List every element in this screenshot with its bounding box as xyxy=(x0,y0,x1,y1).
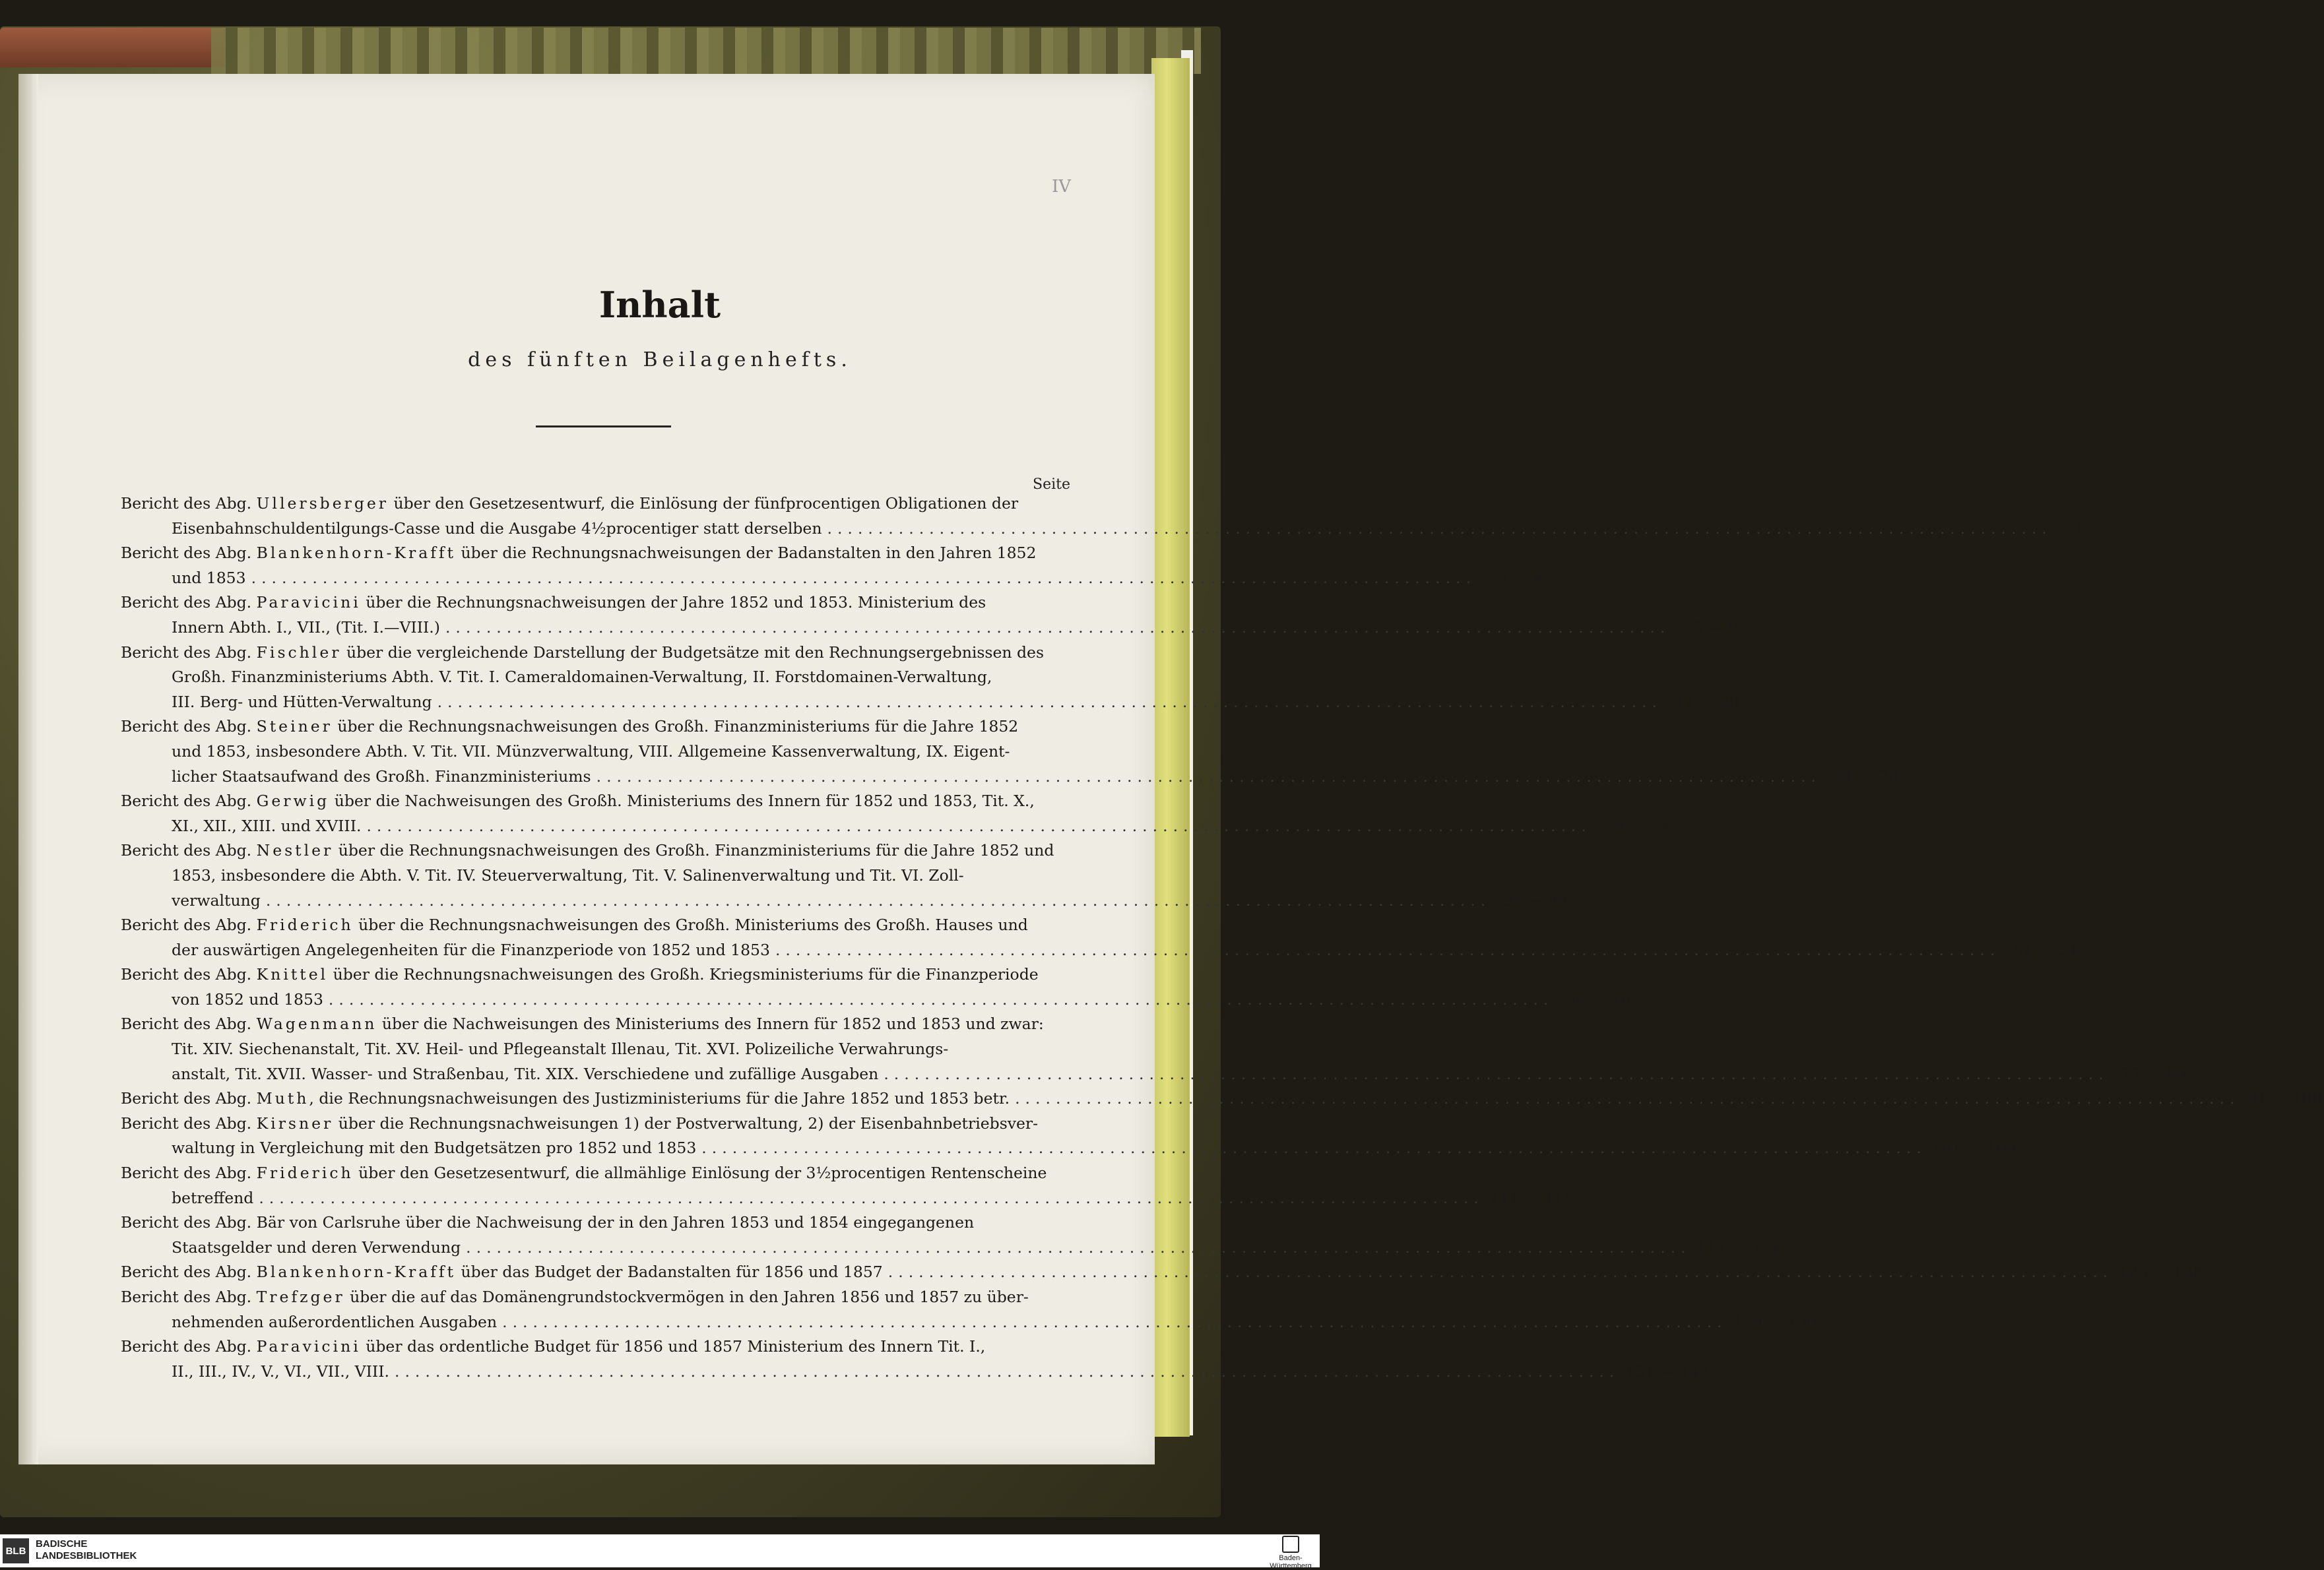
toc-text-fragment: Bericht des Abg. xyxy=(121,494,257,513)
toc-text-fragment: über die Rechnungsnachweisungen 1) der Postverwaltung, 2) der Eisenbahnbetriebsver- xyxy=(333,1114,1039,1133)
page-range[interactable]: 1 — 2 xyxy=(2074,518,2120,538)
library-name-line1: BADISCHE xyxy=(36,1538,88,1550)
toc-line xyxy=(121,517,2120,542)
toc-line-text xyxy=(172,1236,461,1261)
toc-text-fragment: betreffend xyxy=(172,1188,254,1207)
toc-line-text xyxy=(172,765,591,790)
toc-text-fragment: II., III., IV., V., VI., VII., VIII. xyxy=(172,1362,389,1381)
toc-line-text xyxy=(121,913,1071,938)
page-range[interactable]: 51 — 54 xyxy=(2013,940,2078,959)
toc-line xyxy=(121,1112,1071,1137)
toc-line-text xyxy=(172,1136,696,1161)
dot-leader: ........................................................................................................................ xyxy=(328,989,1554,1009)
toc-line-text xyxy=(121,641,1071,666)
toc-entry xyxy=(121,838,1568,913)
toc-line-text xyxy=(121,491,1071,517)
toc-line xyxy=(121,1260,2203,1285)
toc-line xyxy=(121,1161,1071,1186)
author-name: Nestler xyxy=(256,841,334,860)
toc-text-fragment: der auswärtigen Angelegenheiten für die Finanzperiode von 1852 und 1853 xyxy=(172,940,770,959)
toc-line-text xyxy=(172,566,246,591)
page-range[interactable]: 11 — 20 xyxy=(1674,692,1740,711)
toc-entry xyxy=(121,714,1899,789)
toc-line-text xyxy=(172,739,1071,765)
dot-leader: ........................................................................................................................ xyxy=(437,692,1662,711)
toc-text-fragment: Bericht des Abg. xyxy=(121,1337,257,1356)
toc-entry xyxy=(121,641,1740,715)
toc-text-fragment: Bericht des Abg. xyxy=(121,1089,257,1108)
toc-entry xyxy=(121,541,1544,590)
toc-line xyxy=(121,690,1740,715)
toc-entry xyxy=(121,590,1738,640)
page-range[interactable]: 125 — 128 xyxy=(2118,1263,2203,1282)
toc-line-text xyxy=(121,1112,1071,1137)
toc-line-text xyxy=(121,1210,1071,1236)
toc-line xyxy=(121,1285,1071,1310)
toc-text-fragment: über die Rechnungsnachweisungen der Badanstalten in den Jahren 1852 xyxy=(456,544,1037,563)
author-name: Paravicini xyxy=(256,593,361,612)
toc-line-text xyxy=(121,1285,1071,1310)
blb-logo[interactable]: BLB xyxy=(3,1538,29,1563)
toc-line xyxy=(121,765,1899,790)
dot-leader: ........................................................................................................................ xyxy=(827,518,2052,538)
dot-leader: ........................................................................................................................ xyxy=(1015,1089,2240,1108)
toc-text-fragment: verwaltung xyxy=(172,891,261,910)
toc-text-fragment: über die Rechnungsnachweisungen des Großh. Finanzministeriums für die Jahre 1852 und xyxy=(333,841,1054,860)
toc-text-fragment: waltung in Vergleichung mit den Budgetsätzen pro 1852 und 1853 xyxy=(172,1139,697,1158)
toc-entry xyxy=(121,962,1631,1012)
toc-line-text xyxy=(172,1310,497,1335)
table-of-contents xyxy=(121,491,2323,1384)
toc-text-fragment: Bericht des Abg. xyxy=(121,1263,257,1282)
toc-text-fragment: über die auf das Domänengrundstockvermögen in den Jahren 1856 und 1857 zu über- xyxy=(344,1288,1029,1306)
toc-text-fragment: Tit. XIV. Siechenanstalt, Tit. XV. Heil- und Pflegeanstalt Illenau, Tit. XVI. Polizeiliche Verwahrungs- xyxy=(172,1040,949,1059)
dot-leader: ........................................................................................................................ xyxy=(596,767,1822,786)
toc-line xyxy=(121,913,1071,938)
toc-text-fragment: über die Rechnungsnachweisungen des Großh. Kriegsministeriums für die Finanzperiode xyxy=(328,965,1039,984)
toc-entry xyxy=(121,1112,2017,1161)
toc-text-fragment: Bericht des Abg. xyxy=(121,965,257,984)
author-name: Trefzger xyxy=(256,1288,345,1306)
page-range[interactable]: 55 — 76 xyxy=(1566,989,1631,1009)
toc-text-fragment: , die Rechnungsnachweisungen des Justizministeriums für die Jahre 1852 und 1853 betr. xyxy=(309,1089,1010,1108)
spine-tab xyxy=(0,28,224,67)
toc-line-text xyxy=(172,665,1071,690)
author-name: Blankenhorn-Krafft xyxy=(256,1263,457,1282)
author-name: Friderich xyxy=(256,1164,354,1183)
toc-text-fragment: über den Gesetzesentwurf, die Einlösung der fünfprocentigen Obligationen der xyxy=(389,494,1019,513)
toc-line xyxy=(121,1136,2017,1161)
page-range[interactable]: 101 — 109 xyxy=(1931,1139,2017,1158)
toc-text-fragment: Großh. Finanzministeriums Abth. V. Tit. I. Cameraldomainen-Verwaltung, II. Forstdomainen-Verwaltung, xyxy=(172,668,992,687)
author-name: Friderich xyxy=(256,916,354,935)
toc-text-fragment: über das Budget der Badanstalten für 1856 und 1857 xyxy=(456,1263,883,1282)
toc-text-fragment: über die Nachweisungen des Großh. Ministeriums des Innern für 1852 und 1853, Tit. X., xyxy=(329,792,1035,811)
page-block-top xyxy=(211,28,1201,74)
dot-leader: ........................................................................................................................ xyxy=(466,1238,1691,1257)
page-range[interactable]: 117 — 124 xyxy=(1696,1238,1781,1257)
author-name: Ullersberger xyxy=(256,494,389,513)
toc-text-fragment: licher Staatsaufwand des Großh. Finanzministeriums xyxy=(172,767,591,786)
toc-text-fragment: über die Nachweisungen des Ministeriums des Innern für 1852 und 1853 und zwar: xyxy=(377,1015,1044,1034)
toc-text-fragment: 1853, insbesondere die Abth. V. Tit. IV. Steuerverwaltung, Tit. V. Salinenverwaltung und Tit. VI. Zoll- xyxy=(172,865,964,885)
state-name: Baden-Württemberg xyxy=(1270,1554,1312,1570)
toc-line xyxy=(121,938,2078,963)
toc-text-fragment: Bär von Carlsruhe xyxy=(256,1213,401,1232)
toc-line-text xyxy=(172,1360,389,1385)
toc-line xyxy=(121,566,1544,591)
toc-text-fragment: Bericht des Abg. xyxy=(121,1114,257,1133)
page-range[interactable]: 111 — 115 xyxy=(1489,1188,1574,1207)
author-name: Fischler xyxy=(256,643,342,662)
dot-leader: ........................................................................................................................ xyxy=(251,568,1476,587)
toc-text-fragment: über das ordentliche Budget für 1856 und 1857 Ministerium des Innern Tit. I., xyxy=(360,1337,986,1356)
toc-entry xyxy=(121,1210,1781,1260)
page-number: IV xyxy=(1052,177,1072,197)
toc-line xyxy=(121,491,1071,517)
page-range[interactable]: 35 — 49 xyxy=(1503,891,1568,910)
page-gutter xyxy=(18,74,38,1464)
toc-entry xyxy=(121,789,1669,838)
toc-line-text xyxy=(172,1062,878,1087)
library-name xyxy=(36,1538,137,1562)
dot-leader: ........................................................................................................................ xyxy=(265,891,1491,910)
toc-text-fragment: Eisenbahnschuldentilgungs-Casse und die Ausgabe 4½procentiger statt derselben xyxy=(172,518,822,538)
title-rule xyxy=(536,425,671,427)
toc-line-text xyxy=(121,590,1071,615)
toc-text-fragment: über die Nachweisung der in den Jahren 1853 und 1854 eingegangenen xyxy=(400,1213,975,1232)
column-header-seite: Seite xyxy=(1033,476,1070,493)
toc-line xyxy=(121,988,1631,1013)
toc-text-fragment: über die vergleichende Darstellung der Budgetsätze mit den Rechnungsergebnissen des xyxy=(341,643,1045,662)
footer-bar xyxy=(0,1534,1320,1570)
author-name: Paravicini xyxy=(256,1337,361,1356)
toc-line-text xyxy=(121,962,1071,988)
toc-text-fragment: III. Berg- und Hütten-Verwaltung xyxy=(172,692,432,711)
toc-entry xyxy=(121,913,2078,962)
dot-leader: ........................................................................................................................ xyxy=(502,1312,1727,1331)
toc-line xyxy=(121,838,1071,864)
toc-line xyxy=(121,889,1568,914)
toc-text-fragment: anstalt, Tit. XVII. Wasser- und Straßenbau, Tit. XIX. Verschiedene und zufällige Ausgaben xyxy=(172,1064,879,1083)
author-name: Knittel xyxy=(256,965,329,984)
dot-leader: ........................................................................................................................ xyxy=(701,1139,1927,1158)
toc-text-fragment: über den Gesetzesentwurf, die allmählige Einlösung der 3½procentigen Rentenscheine xyxy=(353,1164,1047,1183)
toc-line-text xyxy=(172,690,432,715)
toc-text-fragment: Bericht des Abg. xyxy=(121,916,257,935)
toc-line xyxy=(121,641,1071,666)
toc-text-fragment: und 1853, insbesondere Abth. V. Tit. VII. Münzverwaltung, VIII. Allgemeine Kassenverwaltung, IX. Eigent- xyxy=(172,741,1010,761)
toc-text-fragment: von 1852 und 1853 xyxy=(172,989,323,1009)
toc-line-text xyxy=(172,517,822,542)
page-range[interactable]: 29 — 33 xyxy=(1603,816,1669,835)
toc-entry xyxy=(121,1161,1574,1210)
toc-text-fragment: über die Rechnungsnachweisungen des Großh. Finanzministeriums für die Jahre 1852 xyxy=(332,717,1019,736)
author-name: Kirsner xyxy=(256,1114,334,1133)
toc-line xyxy=(121,665,1071,690)
author-name: Blankenhorn-Krafft xyxy=(256,544,457,563)
toc-line-text xyxy=(121,1260,883,1285)
author-name: Muth xyxy=(256,1089,309,1108)
toc-line xyxy=(121,1310,1817,1335)
toc-line-text xyxy=(121,1161,1071,1186)
author-name: Wagenmann xyxy=(256,1015,377,1034)
toc-line-text xyxy=(172,814,361,839)
toc-text-fragment: Bericht des Abg. xyxy=(121,1164,257,1183)
dot-leader: ........................................................................................................................ xyxy=(888,1263,2114,1282)
toc-text-fragment: Bericht des Abg. xyxy=(121,544,257,563)
page-range[interactable]: 21 — 28 xyxy=(1833,767,1899,786)
toc-text-fragment: Bericht des Abg. xyxy=(121,593,257,612)
toc-line-text xyxy=(121,1334,1071,1360)
dot-leader: ........................................................................................................................ xyxy=(884,1064,2109,1083)
author-name: Steiner xyxy=(256,717,333,736)
toc-line-text xyxy=(172,889,261,914)
toc-text-fragment: Bericht des Abg. xyxy=(121,792,257,811)
toc-text-fragment: über die Rechnungsnachweisungen des Großh. Ministeriums des Großh. Hauses und xyxy=(353,916,1028,935)
toc-entry xyxy=(121,1334,1710,1384)
toc-text-fragment: Bericht des Abg. xyxy=(121,1015,257,1034)
page-range[interactable]: 131 — 142 xyxy=(1625,1362,1710,1381)
toc-line-text xyxy=(172,988,323,1013)
toc-text-fragment: Staatsgelder und deren Verwendung xyxy=(172,1238,461,1257)
toc-line-text xyxy=(121,838,1071,864)
toc-text-fragment: Bericht des Abg. xyxy=(121,717,257,736)
toc-line xyxy=(121,1037,1071,1062)
toc-line xyxy=(121,590,1071,615)
dot-leader: ........................................................................................................................ xyxy=(775,940,2001,959)
toc-line xyxy=(121,1012,1071,1037)
page-range[interactable]: 5 — 9 xyxy=(1693,617,1738,637)
toc-entry xyxy=(121,1285,1817,1334)
toc-text-fragment: Innern Abth. I., VII., (Tit. I.—VIII.) xyxy=(172,617,440,637)
dot-leader: ........................................................................................................................ xyxy=(259,1188,1484,1207)
toc-text-fragment: nehmenden außerordentlichen Ausgaben xyxy=(172,1312,498,1331)
toc-text-fragment: Bericht des Abg. xyxy=(121,1288,257,1306)
toc-line-text xyxy=(121,789,1071,814)
toc-line-text xyxy=(172,938,770,963)
dot-leader: ........................................................................................................................ xyxy=(366,816,1592,835)
toc-line-text xyxy=(172,1186,253,1211)
dot-leader: ........................................................................................................................ xyxy=(445,617,1671,637)
toc-line xyxy=(121,1236,1781,1261)
toc-line-text xyxy=(121,541,1071,566)
toc-line-text xyxy=(172,864,1071,889)
toc-line xyxy=(121,1086,2323,1112)
page-subtitle: des fünften Beilagenhefts. xyxy=(468,348,852,371)
toc-line xyxy=(121,1360,1710,1385)
toc-line-text xyxy=(121,714,1071,739)
toc-line-text xyxy=(121,1086,1010,1112)
state-logo xyxy=(1264,1536,1317,1570)
toc-line xyxy=(121,739,1071,765)
page-range[interactable]: 91 — 100 xyxy=(2247,1089,2323,1108)
toc-line xyxy=(121,1062,2186,1087)
toc-line xyxy=(121,789,1071,814)
toc-line xyxy=(121,864,1071,889)
toc-entry xyxy=(121,491,2120,541)
dot-leader: ........................................................................................................................ xyxy=(394,1362,1620,1381)
toc-entry xyxy=(121,1086,2323,1112)
page-range[interactable]: 77 — 89 xyxy=(2121,1064,2186,1083)
toc-line xyxy=(121,1334,1071,1360)
toc-entry xyxy=(121,1012,2186,1086)
toc-line xyxy=(121,1186,1574,1211)
toc-entry xyxy=(121,1260,2203,1285)
toc-text-fragment: Bericht des Abg. xyxy=(121,643,257,662)
toc-text-fragment: XI., XII., XIII. und XVIII. xyxy=(172,816,362,835)
coat-of-arms-icon xyxy=(1282,1536,1299,1553)
toc-line xyxy=(121,1210,1071,1236)
toc-line xyxy=(121,541,1071,566)
toc-line xyxy=(121,814,1669,839)
toc-text-fragment: über die Rechnungsnachweisungen der Jahre 1852 und 1853. Ministerium des xyxy=(360,593,986,612)
toc-text-fragment: Bericht des Abg. xyxy=(121,1213,257,1232)
toc-text-fragment: Bericht des Abg. xyxy=(121,841,257,860)
toc-line-text xyxy=(172,1037,1071,1062)
library-name-line2: LANDESBIBLIOTHEK xyxy=(36,1550,137,1561)
toc-line xyxy=(121,714,1071,739)
author-name: Gerwig xyxy=(256,792,330,811)
toc-line xyxy=(121,962,1071,988)
page-title: Inhalt xyxy=(598,284,721,326)
page-range[interactable]: 129 — 130 xyxy=(1732,1312,1817,1331)
toc-line xyxy=(121,615,1738,641)
toc-line-text xyxy=(121,1012,1071,1037)
toc-line-text xyxy=(172,615,440,641)
gilded-page-edge xyxy=(1151,58,1190,1437)
toc-text-fragment: und 1853 xyxy=(172,568,246,587)
page-range[interactable]: 3 — 4 xyxy=(1498,568,1544,587)
